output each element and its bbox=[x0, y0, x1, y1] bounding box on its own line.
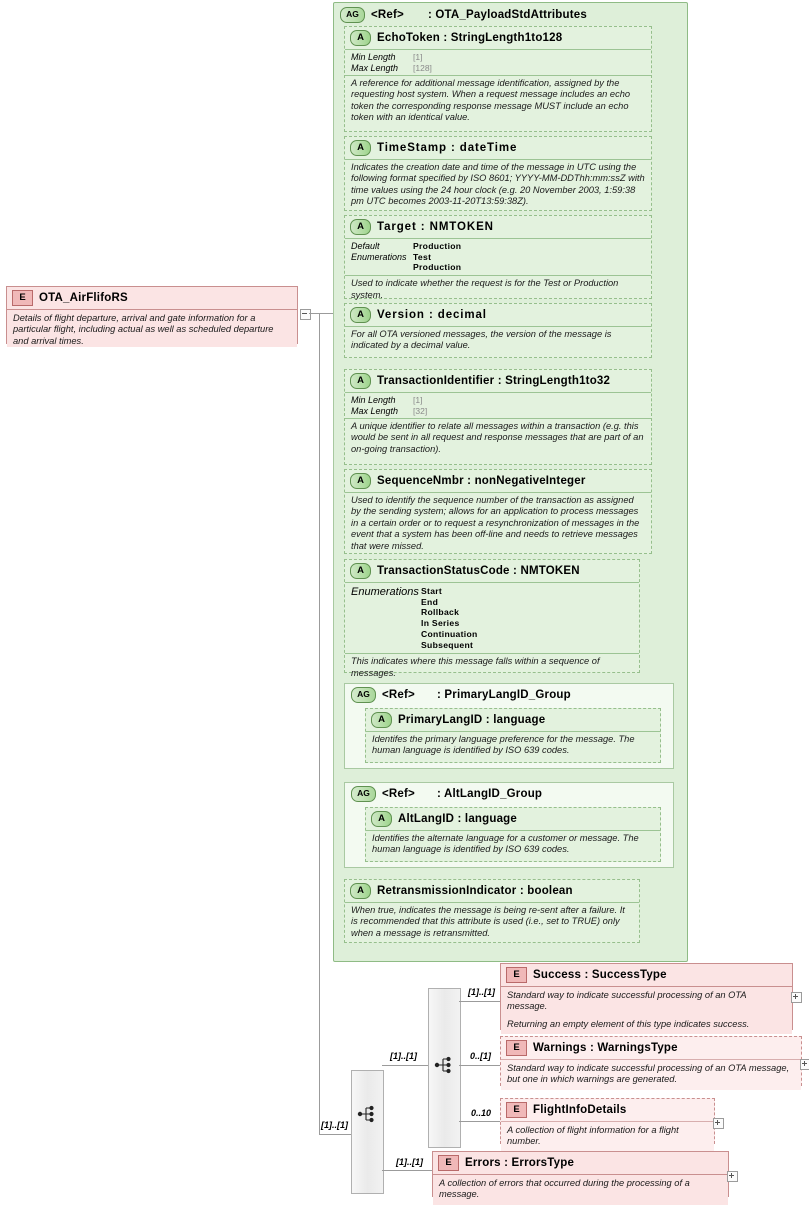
attribute-group-icon: AG bbox=[351, 786, 376, 802]
element-flightinfodetails-name: FlightInfoDetails bbox=[533, 1104, 627, 1116]
attribute-echotoken-description: A reference for additional message identification, assigned by the requesting host system. When a request message includes an echo token the corresponding response message MUST include an echo token with an identical value. bbox=[351, 78, 631, 123]
altlangid-ref-label: <Ref> bbox=[382, 788, 415, 800]
element-success-description-1: Standard way to indicate successful processing of an OTA message. bbox=[507, 990, 747, 1012]
attribute-echotoken-header bbox=[345, 27, 651, 49]
attribute-timestamp-name: TimeStamp : dateTime bbox=[377, 142, 518, 154]
attribute-version-name: Version : decimal bbox=[377, 309, 487, 321]
attribute-version-header bbox=[345, 304, 651, 326]
enum-item: End bbox=[421, 596, 439, 607]
attribute-group-icon: AG bbox=[351, 687, 376, 703]
root-connector-h bbox=[309, 313, 319, 314]
element-flightinfodetails-expander[interactable] bbox=[713, 1118, 724, 1129]
attribute-retransmissionindicator-description-area bbox=[345, 902, 639, 942]
attribute-sequencenmbr-description-area bbox=[345, 492, 651, 555]
warnings-cardinality: 0..[1] bbox=[470, 1051, 492, 1061]
element-flightinfodetails[interactable] bbox=[500, 1098, 715, 1147]
attribute-group-primarylangid[interactable] bbox=[344, 683, 674, 769]
attribute-group-primarylangid-header bbox=[345, 684, 673, 706]
attribute-timestamp-header bbox=[345, 137, 651, 159]
attribute-group-header bbox=[334, 3, 687, 26]
attribute-version-description: For all OTA versioned messages, the version of the message is indicated by a decimal value. bbox=[351, 329, 612, 351]
element-errors-name: Errors : ErrorsType bbox=[465, 1157, 575, 1169]
attribute-transactionidentifier-header bbox=[345, 370, 651, 392]
element-success-description-2: Returning an empty element of this type indicates success. bbox=[507, 1018, 750, 1029]
attribute-version[interactable] bbox=[344, 303, 652, 358]
errors-cardinality: [1]..[1] bbox=[396, 1157, 423, 1167]
attribute-icon: A bbox=[350, 373, 371, 389]
attribute-target-description-area bbox=[345, 275, 651, 304]
enum-item: In Series bbox=[421, 618, 460, 629]
attribute-transactionstatuscode-description-area bbox=[345, 653, 639, 682]
root-collapse-toggle[interactable] bbox=[300, 309, 311, 320]
element-errors[interactable] bbox=[432, 1151, 729, 1200]
facet-value: Production bbox=[413, 262, 462, 273]
attribute-echotoken-facets bbox=[345, 49, 651, 75]
attribute-sequencenmbr-description: Used to identify the sequence number of the transaction as assigned by the sending system; allows for an application to process messages in a certain order or to request a resynchronization of messages in the event that a system has been off-line and needs to retrieve messages that were missed. bbox=[351, 495, 640, 551]
attribute-timestamp-description-area bbox=[345, 159, 651, 211]
element-errors-expander[interactable] bbox=[727, 1171, 738, 1182]
attribute-primarylangid[interactable] bbox=[365, 708, 661, 763]
facet-value: [128] bbox=[413, 62, 432, 73]
facet-label bbox=[351, 262, 413, 273]
attribute-transactionstatuscode-description: This indicates where this message falls within a sequence of messages. bbox=[351, 656, 600, 678]
root-cardinality: [1]..[1] bbox=[321, 1120, 348, 1130]
attribute-group-ref-label: <Ref> bbox=[371, 9, 404, 21]
facet-value: Production bbox=[413, 241, 462, 251]
element-flightinfodetails-description: A collection of flight information for a flight number. bbox=[507, 1125, 679, 1147]
root-element-name: OTA_AirFlifoRS bbox=[39, 292, 128, 304]
attribute-transactionstatuscode[interactable] bbox=[344, 559, 640, 678]
sequence-to-warnings-line bbox=[459, 1065, 500, 1066]
element-warnings-header bbox=[501, 1037, 801, 1059]
element-warnings-description: Standard way to indicate successful processing of an OTA message, but one in which warnings are generated. bbox=[507, 1063, 790, 1085]
attribute-icon: A bbox=[350, 219, 371, 235]
attribute-altlangid[interactable] bbox=[365, 807, 661, 862]
element-icon: E bbox=[506, 1102, 527, 1118]
attribute-transactionidentifier-description-area bbox=[345, 418, 651, 458]
attribute-icon: A bbox=[350, 563, 371, 579]
attribute-echotoken[interactable] bbox=[344, 26, 652, 132]
attribute-target-name: Target : NMTOKEN bbox=[377, 221, 494, 233]
attribute-altlangid-name: AltLangID : language bbox=[398, 813, 517, 825]
element-icon: E bbox=[12, 290, 33, 306]
attribute-altlangid-description: Identifies the alternate language for a customer or message. The human language is identified by ISO 639 codes. bbox=[372, 833, 639, 855]
attribute-icon: A bbox=[371, 811, 392, 827]
attribute-transactionstatuscode-header bbox=[345, 560, 639, 582]
sequence-connector-icon bbox=[434, 1055, 454, 1075]
ag-connector-h bbox=[319, 313, 333, 314]
attribute-retransmissionindicator-name: RetransmissionIndicator : boolean bbox=[377, 885, 573, 897]
attribute-retransmissionindicator-description: When true, indicates the message is being re-sent after a failure. It is recommended that this attribute is used (i.e., set to TRUE) only when a message is retransmitted. bbox=[351, 905, 625, 938]
element-errors-description-area bbox=[433, 1174, 728, 1205]
choice-to-errors-line bbox=[382, 1170, 432, 1171]
sequence-to-flightinfo-line bbox=[459, 1121, 500, 1122]
choice-to-sequence-line bbox=[382, 1065, 428, 1066]
choice-connector-icon bbox=[357, 1104, 377, 1124]
attribute-sequencenmbr-name: SequenceNmbr : nonNegativeInteger bbox=[377, 475, 586, 487]
attribute-icon: A bbox=[350, 30, 371, 46]
attribute-transactionidentifier-name: TransactionIdentifier : StringLength1to32 bbox=[377, 375, 611, 387]
facet-label: Max Length bbox=[351, 62, 399, 73]
flightinfodetails-cardinality: 0..10 bbox=[471, 1108, 492, 1118]
attribute-transactionstatuscode-enumerations bbox=[345, 582, 639, 653]
attribute-version-description-area bbox=[345, 326, 651, 355]
attribute-group-altlangid-header bbox=[345, 783, 673, 805]
altlangid-type: : AltLangID_Group bbox=[436, 788, 543, 800]
attribute-target-header bbox=[345, 216, 651, 238]
element-warnings-name: Warnings : WarningsType bbox=[533, 1042, 678, 1054]
sequence-to-success-line bbox=[459, 1001, 500, 1002]
element-flightinfodetails-description-area bbox=[501, 1121, 714, 1152]
facet-value: [1] bbox=[413, 52, 423, 62]
attribute-echotoken-description-area bbox=[345, 75, 651, 127]
facet-label: Min Length bbox=[351, 52, 396, 62]
attribute-echotoken-name: EchoToken : StringLength1to128 bbox=[377, 32, 563, 44]
facet-value: [1] bbox=[413, 395, 423, 405]
attribute-icon: A bbox=[350, 473, 371, 489]
element-icon: E bbox=[506, 967, 527, 983]
primarylangid-type: : PrimaryLangID_Group bbox=[436, 689, 571, 701]
attribute-retransmissionindicator[interactable] bbox=[344, 879, 640, 943]
facet-value: Test bbox=[413, 251, 432, 262]
root-element-box[interactable] bbox=[6, 286, 298, 344]
attribute-sequencenmbr[interactable] bbox=[344, 469, 652, 554]
element-flightinfodetails-header bbox=[501, 1099, 714, 1121]
element-icon: E bbox=[438, 1155, 459, 1171]
attribute-transactionidentifier-facets bbox=[345, 392, 651, 418]
attribute-primarylangid-name: PrimaryLangID : language bbox=[398, 714, 546, 726]
enum-item: Subsequent bbox=[421, 639, 474, 650]
attribute-transactionidentifier[interactable] bbox=[344, 369, 652, 465]
facet-value: [32] bbox=[413, 405, 428, 416]
attribute-icon: A bbox=[371, 712, 392, 728]
attribute-spine bbox=[333, 80, 334, 920]
element-warnings[interactable] bbox=[500, 1036, 802, 1086]
attribute-target-facets bbox=[345, 238, 651, 275]
attribute-icon: A bbox=[350, 307, 371, 323]
attribute-timestamp[interactable] bbox=[344, 136, 652, 211]
attribute-altlangid-header bbox=[366, 808, 660, 830]
sequence-cardinality: [1]..[1] bbox=[390, 1051, 417, 1061]
element-warnings-expander[interactable] bbox=[800, 1059, 809, 1070]
success-cardinality: [1]..[1] bbox=[468, 987, 495, 997]
primarylangid-ref-label: <Ref> bbox=[382, 689, 415, 701]
enum-item: Rollback bbox=[421, 607, 460, 618]
attribute-transactionstatuscode-name: TransactionStatusCode : NMTOKEN bbox=[377, 565, 580, 577]
element-success-expander[interactable] bbox=[791, 992, 802, 1003]
attribute-primarylangid-header bbox=[366, 709, 660, 731]
element-success-header bbox=[501, 964, 792, 986]
enum-item: Start bbox=[421, 586, 443, 596]
attribute-sequencenmbr-header bbox=[345, 470, 651, 492]
attribute-retransmissionindicator-header bbox=[345, 880, 639, 902]
enumerations-label: Enumerations bbox=[351, 586, 419, 598]
element-icon: E bbox=[506, 1040, 527, 1056]
attribute-target-description: Used to indicate whether the request is for the Test or Production system. bbox=[351, 278, 619, 300]
attribute-group-icon: AG bbox=[340, 7, 365, 23]
root-element-description: Details of flight departure, arrival and gate information for a particular flight, including actual as well as scheduled departure and arrival times. bbox=[13, 313, 274, 346]
attribute-altlangid-description-area bbox=[366, 830, 660, 859]
attribute-transactionidentifier-description: A unique identifier to relate all messages within a transaction (e.g. this would be sent in all request and response messages that are part of an on-going transaction). bbox=[351, 421, 644, 454]
facet-label: Enumerations bbox=[351, 251, 407, 262]
element-errors-header bbox=[433, 1152, 728, 1174]
attribute-primarylangid-description: Identifes the primary language preference for the message. The human language is identified by ISO 639 codes. bbox=[372, 734, 635, 756]
element-success-description-area bbox=[501, 986, 792, 1034]
model-connector-h bbox=[319, 1134, 351, 1135]
facet-label: Max Length bbox=[351, 405, 399, 416]
attribute-icon: A bbox=[350, 883, 371, 899]
element-errors-description: A collection of errors that occurred during the processing of a message. bbox=[439, 1178, 690, 1200]
attribute-group-type: : OTA_PayloadStdAttributes bbox=[427, 9, 587, 21]
root-element-header bbox=[7, 287, 297, 309]
attribute-target[interactable] bbox=[344, 215, 652, 299]
attribute-primarylangid-description-area bbox=[366, 731, 660, 760]
attribute-timestamp-description: Indicates the creation date and time of the message in UTC using the following format specified by ISO 8601; YYYY-MM-DDThh:mm:ssZ with time values using the 24 hour clock (e.g. 20 November 2003, 1:59:38 pm UTC becomes 2003-11-20T13:59:38Z). bbox=[351, 162, 645, 207]
element-success-name: Success : SuccessType bbox=[533, 969, 667, 981]
attribute-icon: A bbox=[350, 140, 371, 156]
facet-label: Min Length bbox=[351, 395, 396, 405]
attribute-group-altlangid[interactable] bbox=[344, 782, 674, 868]
element-warnings-description-area bbox=[501, 1059, 801, 1090]
element-success[interactable] bbox=[500, 963, 793, 1030]
enum-item: Continuation bbox=[421, 628, 478, 639]
facet-label: Default bbox=[351, 241, 380, 251]
root-element-description-area bbox=[7, 309, 297, 347]
root-connector-v bbox=[319, 313, 320, 1135]
outer-choice-group[interactable] bbox=[351, 1070, 384, 1194]
